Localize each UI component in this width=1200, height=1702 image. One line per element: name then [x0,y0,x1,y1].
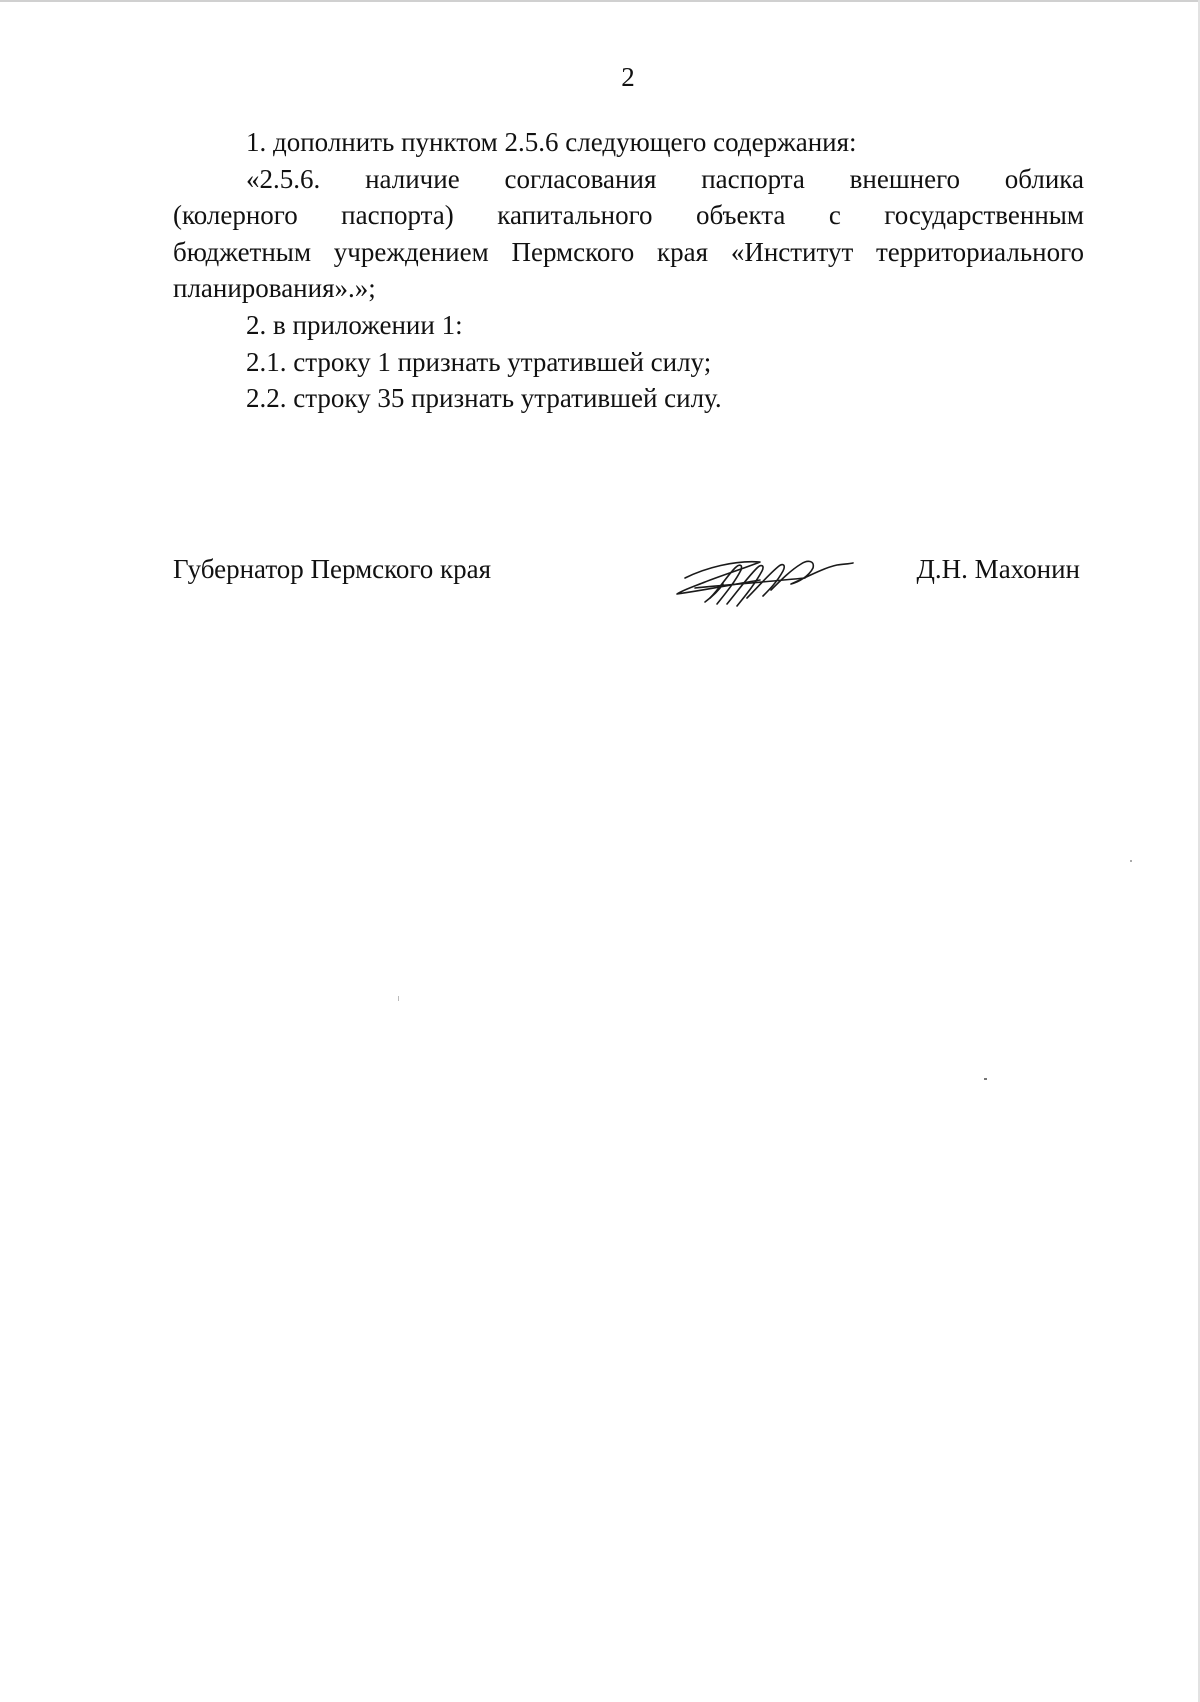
clause-line-2: (колерного паспорта) капитального объекта с государственным [173,200,1084,231]
clause-line-4: планирования».»; [173,273,376,304]
item-2-2: 2.2. строку 35 признать утратившей силу. [246,383,722,414]
signature-block [173,550,1084,610]
page-number: 2 [621,62,635,92]
clause-2-5-6 [173,161,1084,307]
page-edge-top [0,0,1200,2]
signatory-position: Губернатор Пермского края [173,554,492,584]
signatory-name: Д.Н. Махонин [916,554,1080,584]
item-2-1: 2.1. строку 1 признать утратившей силу; [246,346,712,377]
clause-line-1: «2.5.6. наличие согласования паспорта внешнего облика [246,163,1084,194]
item-2: 2. в приложении 1: [246,309,463,340]
scan-speck [398,996,399,1001]
scan-speck [984,1078,987,1080]
scan-speck [1130,860,1132,862]
document-body [173,124,1084,417]
clause-line-3: бюджетным учреждением Пермского края «Институт территориального [173,236,1084,267]
item-1: 1. дополнить пунктом 2.5.6 следующего содержания: [246,127,857,157]
handwritten-signature-icon [665,538,855,618]
